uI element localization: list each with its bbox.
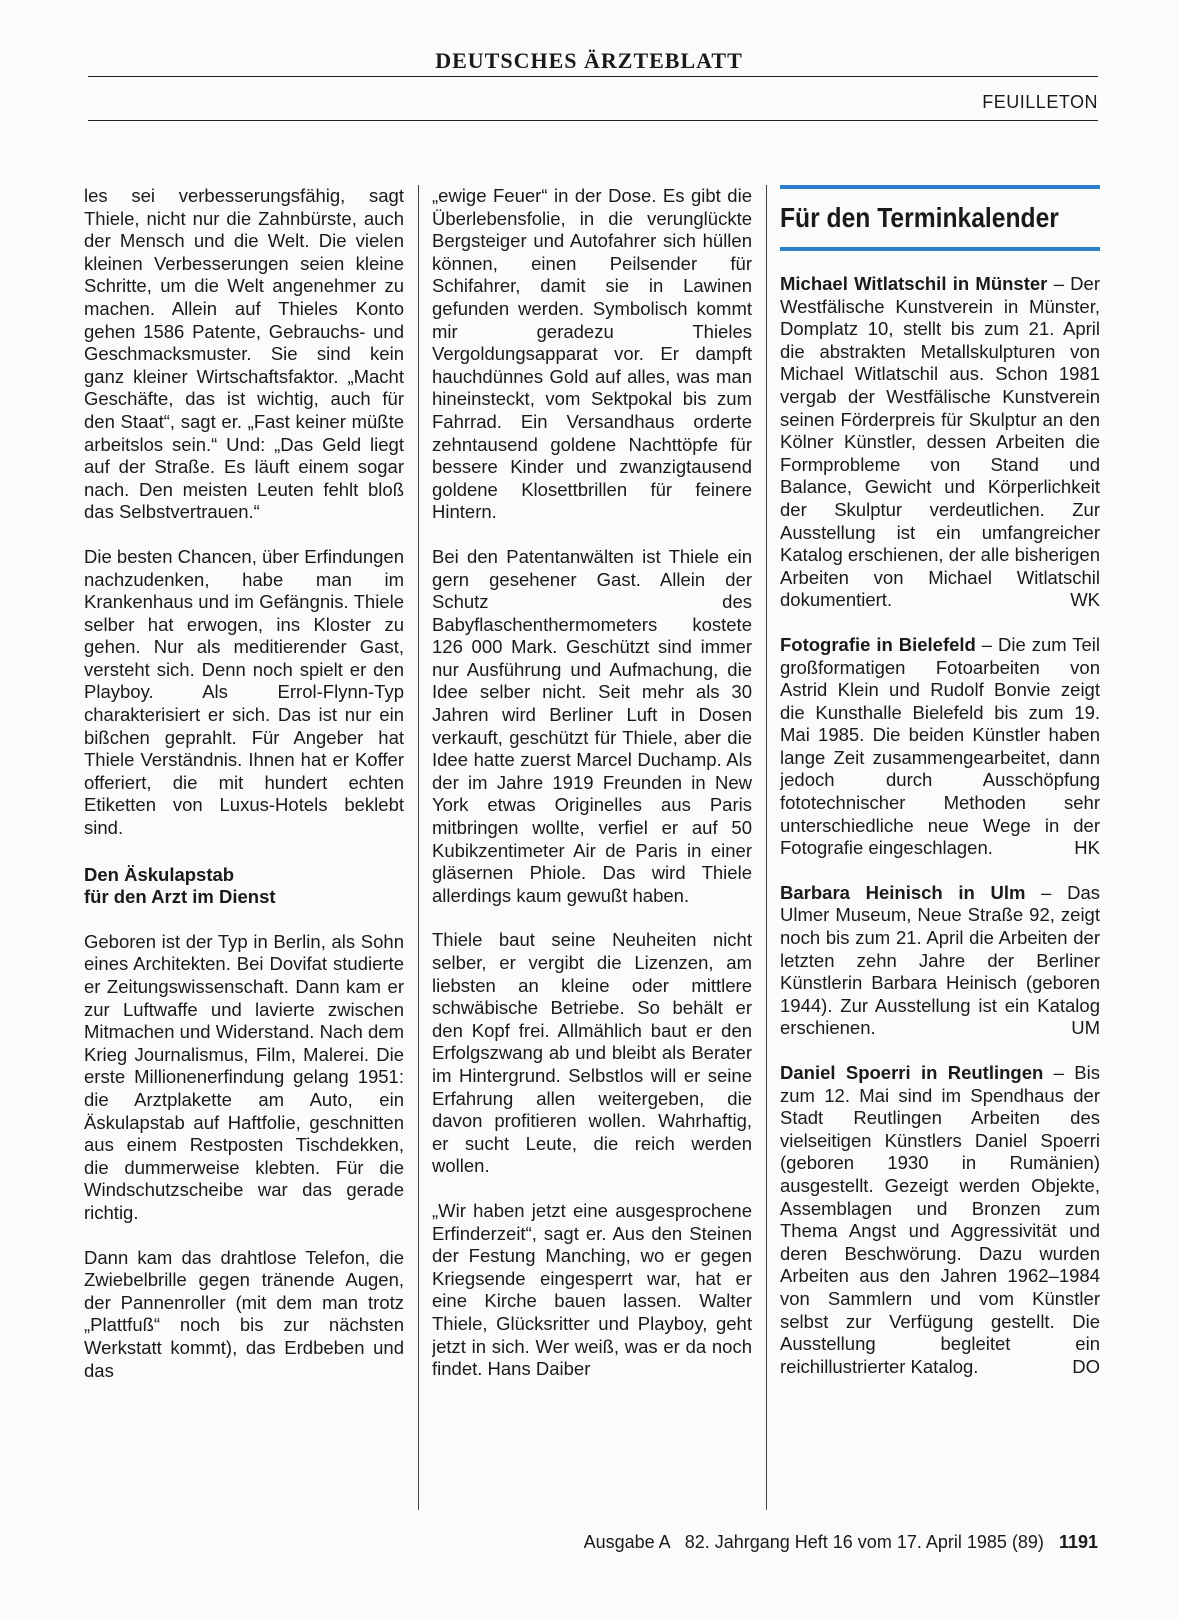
entry-text: – Der Westfälische Kunstverein in Münster, Domplatz 10, stellt bis zum 21. April die abstrakten Metallskulpturen von Michael Witlatschil aus. Schon 1981 vergab der Westfälische Kunstverein seinen Förderpreis für Skulptur an den Kölner Künstler, dessen Arbeiten die Formprobleme von Stand und Balance, Gewicht und Körperlichkeit der Skulptur verdeutlichen. Zur Ausstellung ist ein umfangreicher Katalog erschienen, der alle bisherigen Arbeiten von Michael Witlatschil dokumentiert. <box>780 273 1100 611</box>
calendar-box <box>780 185 1100 1510</box>
section-label: FEUILLETON <box>982 92 1098 112</box>
entry-text: – Das Ulmer Museum, Neue Straße 92, zeigt noch bis zum 21. April die Arbeiten der letzten zehn Jahre der Berliner Künstlerin Barbara Heinisch (geboren 1944). Zur Ausstellung ist ein Katalog erschienen. <box>780 881 1100 1039</box>
subheading <box>84 864 404 909</box>
paragraph: „ewige Feuer“ in der Dose. Es gibt die Überlebensfolie, in die verunglückte Bergsteiger und Autofahrer sich hüllen können, einen Peilsender für Schifahrer, damit sie in Lawinen gefunden werden. Symbolisch kommt mir geradezu Thieles Vergoldungsapparat vor. Er dampft hauchdünnes Gold auf alles, was man hineinsteckt, vom Sektpokal bis zum Fahrrad. Ein Versandhaus orderte zehntausend goldene Nachttöpfe für bessere Kinder und zwanzigtausend goldene Klosettbrillen für feinere Hintern. <box>432 185 752 523</box>
issue-info: Ausgabe A 82. Jahrgang Heft 16 vom 17. April 1985 (89) <box>583 1532 1044 1552</box>
calendar-entry <box>780 634 1100 860</box>
entry-text: – Bis zum 12. Mai sind im Spendhaus der Stadt Reutlingen Arbeiten des vielseitigen Künstlers Daniel Spoerri (geboren 1930 in Rumänien) ausgestellt. Gezeigt werden Objekte, Assemblagen und Bronzen zum Thema Angst und Aggressivität und deren Beschwörung. Dazu wurden Arbeiten aus den Jahren 1962–1984 von Sammlern und vom Künstler selbst zur Verfügung gestellt. Die Ausstellung begleitet ein reichillustrierter Katalog. <box>780 1062 1100 1377</box>
entry-signature: DO <box>1072 1355 1100 1377</box>
paragraph: les sei verbesserungsfähig, sagt Thiele, nicht nur die Zahnbürste, auch der Mensch und die Welt. Die vielen kleinen Verbesserungen seien kleine Schritte, um die Welt angenehmer zu machen. Allein auf Thieles Konto gehen 1586 Patente, Gebrauchs- und Geschmacksmuster. Sie sind kein ganz kleiner Wirtschaftsfaktor. „Macht Geschäfte, das ist wichtig, auch für den Staat“, sagt er. „Fast keiner müßte arbeitslos sein.“ Und: „Das Geld liegt auf der Straße. Es läuft einem sogar nach. Den meisten Leuten fehlt bloß das Selbstvertrauen.“ <box>84 185 404 523</box>
masthead: DEUTSCHES ÄRZTEBLATT <box>435 48 743 73</box>
paragraph: Thiele baut seine Neuheiten nicht selber, er vergibt die Lizenzen, am liebsten an kleine oder mittlere schwäbische Betriebe. So behält er den Kopf frei. Allmählich baut er den Erfolgszwang ab und bleibt als Berater im Hintergrund. Selbstlos will er seine Erfahrung allen weitergeben, die davon profitieren wollen. Wahrhaftig, er sucht Leute, die reich werden wollen. <box>432 929 752 1177</box>
paragraph: „Wir haben jetzt eine ausgesprochene Erfinderzeit“, sagt er. Aus den Steinen der Festung Manching, wo er gegen Kriegsende eingesperrt war, hat er eine Kirche bauen lassen. Walter Thiele, Glücksritter und Playboy, geht jetzt in sich. Wer weiß, was er da noch findet. Hans Daiber <box>432 1199 752 1380</box>
page-footer <box>584 1532 1098 1553</box>
subheading-line: Den Äskulapstab <box>84 863 235 885</box>
entry-text: – Die zum Teil großformatigen Fotoarbeiten von Astrid Klein und Rudolf Bonvie zeigt die Kunsthalle Bielefeld bis zum 19. Mai 1985. Die beiden Künstler haben lange Zeit zusammengearbeitet, dann jedoch durch Ausschöpfung fototechnischer Methoden sehr unterschiedliche neue Wege in der Fotografie eingeschlagen. <box>780 633 1100 859</box>
title-bar-bottom <box>780 247 1100 251</box>
subheading-line: für den Arzt im Dienst <box>84 886 276 908</box>
paragraph: Dann kam das drahtlose Telefon, die Zwiebelbrille gegen tränende Augen, der Pannenroller (mit dem man trotz „Plattfuß“ noch bis zur nächsten Werkstatt kommt), das Erdbeben und das <box>84 1246 404 1381</box>
entry-signature: HK <box>1074 837 1100 859</box>
entry-signature: WK <box>1070 589 1100 611</box>
page-number: 1191 <box>1058 1532 1098 1552</box>
entry-heading: Barbara Heinisch in Ulm <box>780 881 1026 903</box>
paragraph: Die besten Chancen, über Erfindungen nachzudenken, habe man im Krankenhaus und im Gefängnis. Thiele selber hat erwogen, ins Kloster zu gehen. Nur als meditierender Gast, versteht sich. Denn noch spielt er den Playboy. Als Errol-Flynn-Typ charakterisiert er sich. Das ist nur ein bißchen geprahlt. Für Angeber hat Thiele Verständnis. Ihnen hat er Koffer offeriert, die mit hundert echten Etiketten von Luxus-Hotels beklebt sind. <box>84 545 404 839</box>
section-rule <box>88 120 1098 121</box>
entry-heading: Daniel Spoerri in Reutlingen <box>780 1062 1044 1083</box>
calendar-entry <box>780 273 1100 612</box>
column-divider <box>418 185 419 1510</box>
entry-signature: UM <box>1071 1017 1100 1039</box>
column-2 <box>432 185 752 1510</box>
entry-heading: Fotografie in Bielefeld <box>780 633 976 655</box>
paragraph: Bei den Patentanwälten ist Thiele ein gern gesehener Gast. Allein der Schutz des Babyflaschenthermometers kostete 126 000 Mark. Geschützt sind immer nur Ausführung und Aufmachung, die Idee selber nicht. Seit mehr als 30 Jahren wird Berliner Luft in Dosen verkauft, geschützt für Thiele, aber die Idee hatte zuerst Marcel Duchamp. Als der im Jahre 1919 Freunden in New York etwas Originelles aus Paris mitbringen wollte, verfiel er auf 50 Kubikzentimeter Air de Paris in einer gläsernen Phiole. Das wird Thiele allerdings kaum gewußt haben. <box>432 545 752 906</box>
paragraph: Geboren ist der Typ in Berlin, als Sohn eines Architekten. Bei Dovifat studierte er Zeitungswissenschaft. Dann kam er zur Luftwaffe und lavierte zwischen Mitmachen und Widerstand. Nach dem Krieg Journalismus, Film, Malerei. Die erste Millionenerfindung gelang 1951: die Arztplakette am Auto, ein Äskulapstab auf Haftfolie, geschnitten aus einem Restposten Tischdekken, die dummerweise klebten. Für die Windschutzscheibe war das gerade richtig. <box>84 930 404 1223</box>
column-1 <box>84 185 404 1510</box>
calendar-entry <box>780 1062 1100 1378</box>
column-divider <box>766 185 767 1510</box>
box-title: Für den Terminkalender <box>780 202 1059 233</box>
entry-heading: Michael Witlatschil in Münster <box>780 273 1048 294</box>
calendar-entry <box>780 882 1100 1040</box>
header-rule <box>88 76 1098 77</box>
